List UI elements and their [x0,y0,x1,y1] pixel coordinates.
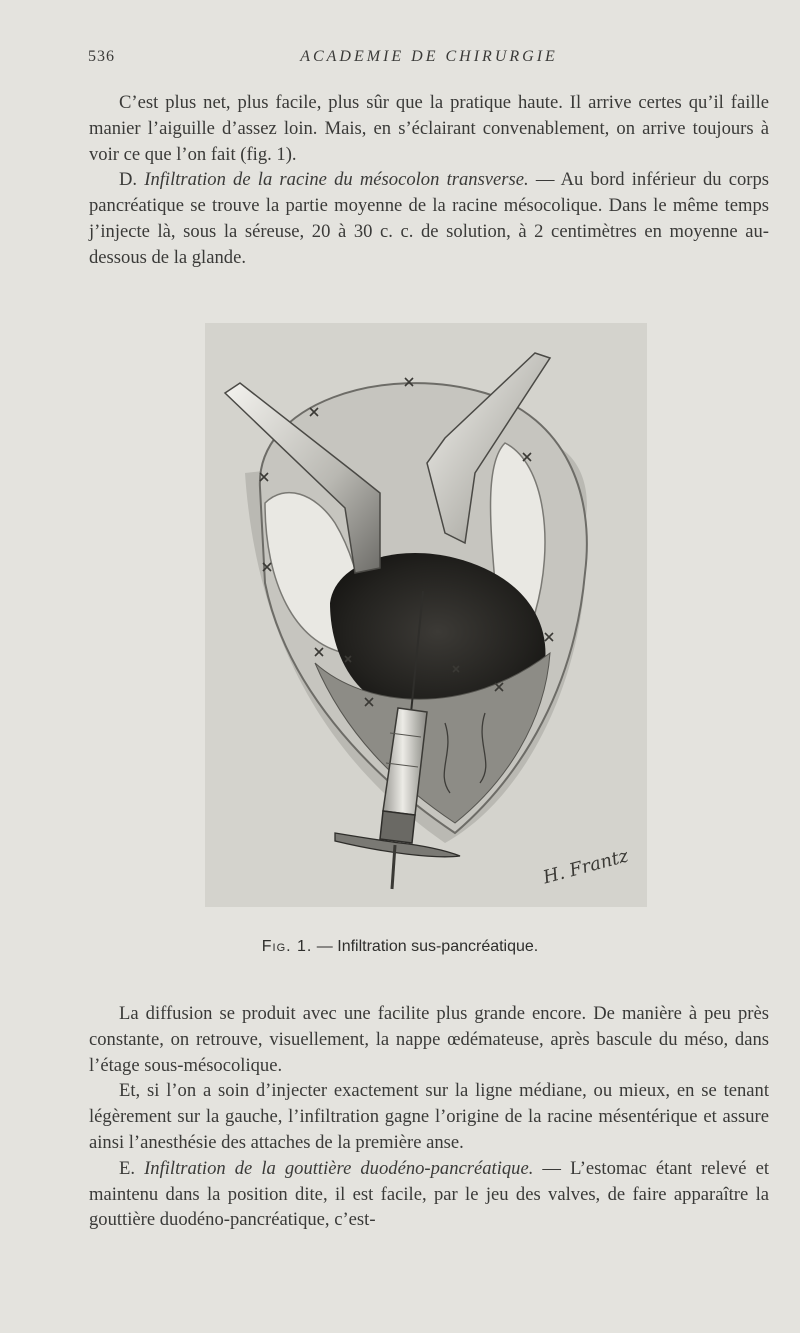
paragraph-section-d [89,167,769,270]
caption-text: — Infiltration sus-pancréatique. [312,938,539,955]
page-header [88,48,770,72]
section-label: D. [119,169,138,191]
text-block-top [89,90,769,271]
paragraph-section-e [89,1156,769,1233]
section-title: Infiltration de la gouttière duodéno-pancréatique. [144,1157,534,1179]
paragraph: C’est plus net, plus facile, plus sûr que la pratique haute. Il arrive certes qu’il faille manier l’aiguille d’assez loin. Mais, en s’éclairant convenablement, on arrive toujours à voir ce que l’on fait (fig. 1). [89,92,769,165]
surgical-illustration [205,323,647,907]
section-text: — L’estomac étant relevé et maintenu dans la position dite, il est facile, par le jeu des valves, de faire apparaître la gouttière duodéno-pancréatique, c’est- [89,1157,769,1231]
section-text: — Au bord inférieur du corps pancréatique se trouve la partie moyenne de la racine mésocolique. Dans le même temps j’injecte là, sous la séreuse, 20 à 30 c. c. de solution, à 2 centimètres en moyenne au-dessous de la glande. [89,169,770,268]
figure-caption [0,938,800,956]
caption-label: Fig. 1. [261,938,313,955]
text-block-bottom [89,1001,769,1233]
paragraph: Et, si l’on a soin d’injecter exactement sur la ligne médiane, ou mieux, en se tenant légèrement sur la gauche, l’infiltration gagne l’origine de la racine mésentérique et assure ainsi l’anesthésie des attaches de la première anse. [89,1080,769,1153]
paragraph: La diffusion se produit avec une facilite plus grande encore. De manière à peu près constante, on retrouve, visuellement, la nappe œdémateuse, après bascule du méso, dans l’étage sous-mésocolique. [89,1003,769,1076]
artist-signature: H. Frantz [540,845,631,889]
section-title: Infiltration de la racine du mésocolon transverse. [144,169,529,191]
section-label: E. [119,1157,136,1179]
running-title: ACADEMIE DE CHIRURGIE [300,48,558,65]
page-number: 536 [88,48,115,65]
